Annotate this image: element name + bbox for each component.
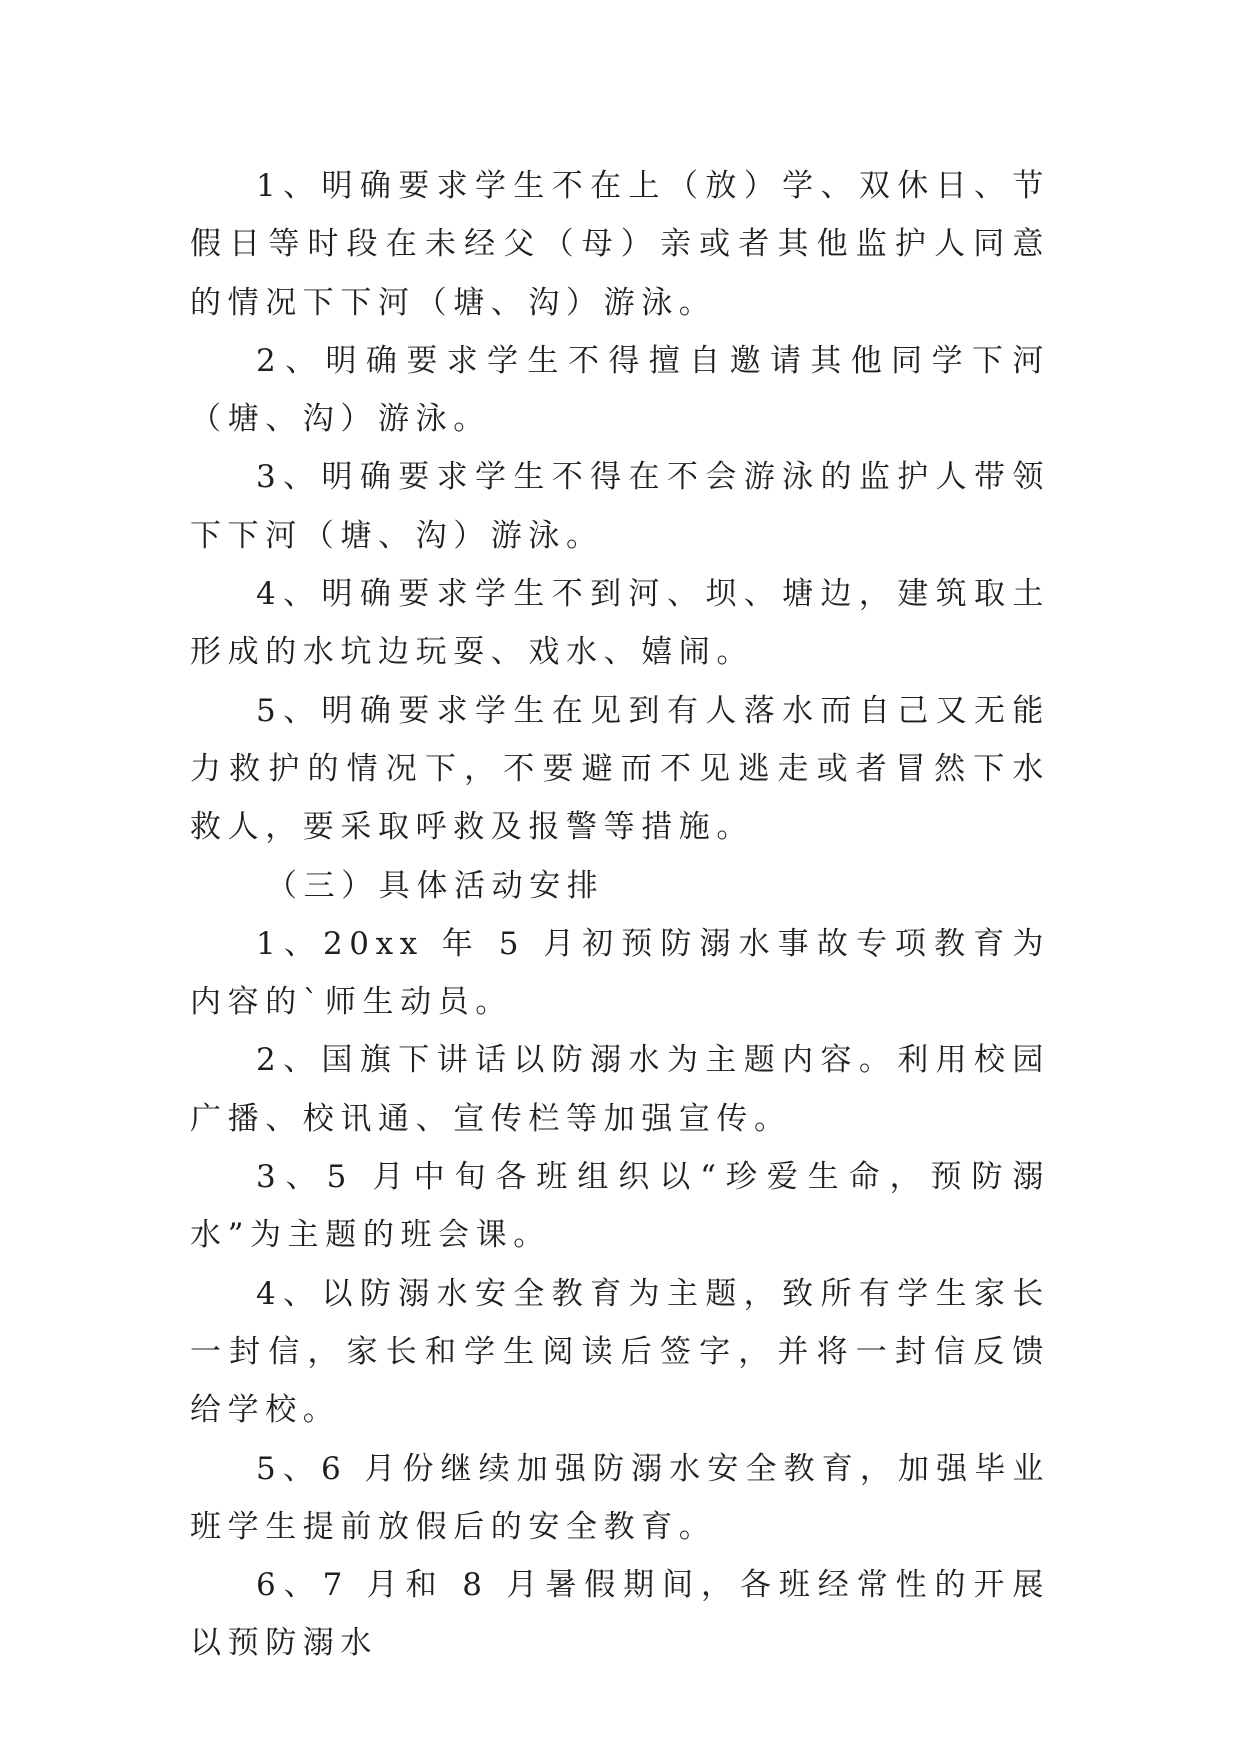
activity-item-2: 2、国旗下讲话以防溺水为主题内容。利用校园广播、校讯通、宣传栏等加强宣传。	[190, 1042, 1050, 1137]
activity-item-4: 4、以防溺水安全教育为主题，致所有学生家长一封信，家长和学生阅读后签字，并将一封信反馈给学校。	[190, 1275, 1050, 1429]
rule-item-1: 1、明确要求学生不在上（放）学、双休日、节假日等时段在未经父（母）亲或者其他监护人同意的情况下下河（塘、沟）游泳。	[190, 168, 1050, 321]
rule-item-5: 5、明确要求学生在见到有人落水而自己又无能力救护的情况下，不要避而不见逃走或者冒然下水救人，要采取呼救及报警等措施。	[190, 692, 1050, 846]
section-heading-activities: （三）具体活动安排	[266, 867, 605, 904]
activity-item-5: 5、6 月份继续加强防溺水安全教育，加强毕业班学生提前放假后的安全教育。	[190, 1450, 1050, 1545]
document-body	[190, 157, 1050, 1673]
rule-item-4: 4、明确要求学生不到河、坝、塘边，建筑取土形成的水坑边玩耍、戏水、嬉闹。	[190, 576, 1050, 671]
rule-item-3: 3、明确要求学生不得在不会游泳的监护人带领下下河（塘、沟）游泳。	[190, 459, 1050, 554]
activity-item-3: 3、5 月中旬各班组织以“珍爱生命，预防溺水”为主题的班会课。	[190, 1159, 1050, 1254]
rule-item-2: 2、明确要求学生不得擅自邀请其他同学下河（塘、沟）游泳。	[190, 342, 1050, 438]
activity-item-6: 6、7 月和 8 月暑假期间，各班经常性的开展以预防溺水	[190, 1567, 1050, 1662]
activity-item-1: 1、20xx 年 5 月初预防溺水事故专项教育为内容的`师生动员。	[190, 925, 1050, 1021]
